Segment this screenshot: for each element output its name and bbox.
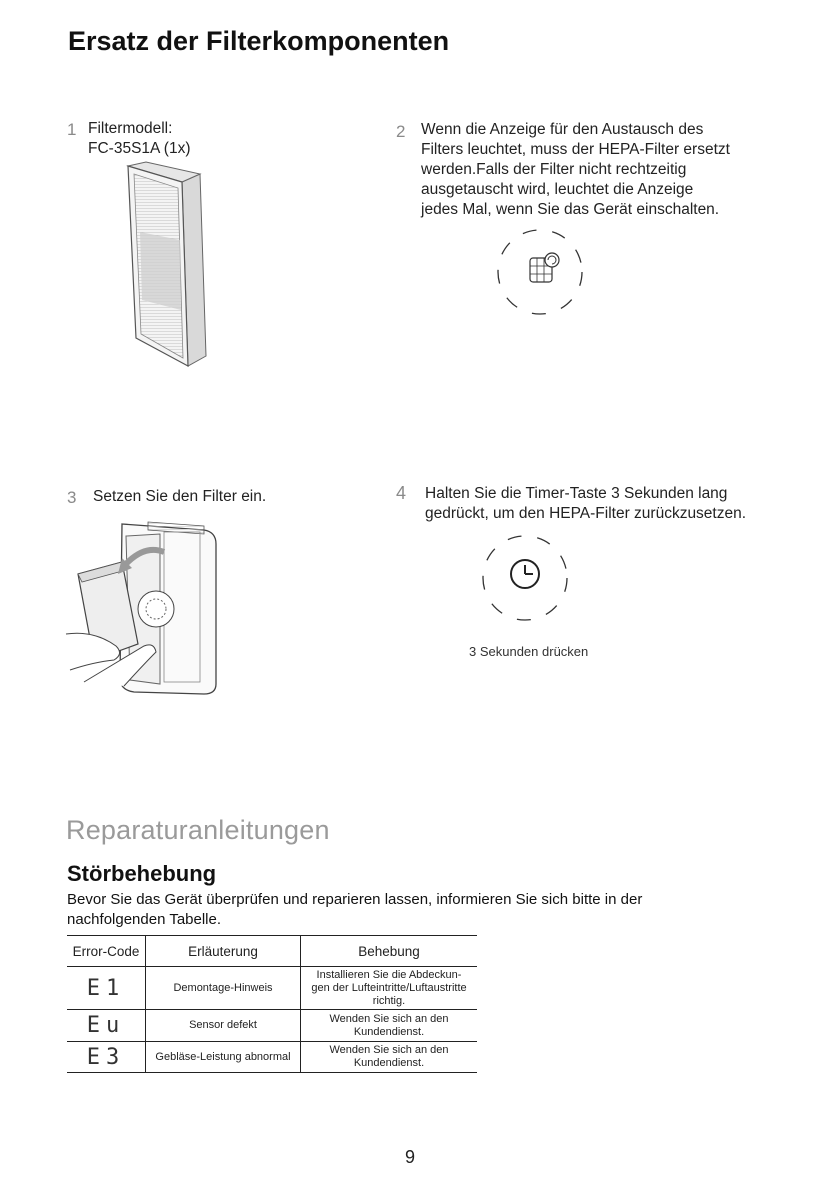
step-4-number: 4 [396, 483, 407, 503]
step-3-text: Setzen Sie den Filter ein. [93, 488, 267, 505]
subsection-title: Störbehebung [67, 861, 217, 886]
table-row [67, 1042, 477, 1073]
hepa-filter-illustration [110, 160, 220, 375]
step-2-text: Wenn die Anzeige für den Austausch des Filters leuchtet, muss der HEPA-Filter ersetzt werden.Falls der Filter nicht rechtzeitig ausgetauscht wird, leuchtet die Anzeige jedes Mal, wenn Sie das Gerät einschalten. [421, 121, 730, 218]
step-4-text: Halten Sie die Timer-Taste 3 Sekunden lang gedrückt, um den HEPA-Filter zurückzusetzen. [425, 485, 747, 522]
section-title: Reparaturanleitungen [66, 815, 330, 845]
table-row [67, 967, 477, 1010]
table-row [67, 1010, 477, 1042]
page-title: Ersatz der Filterkomponenten [68, 26, 450, 56]
step-2-number: 2 [396, 122, 406, 141]
filter-replace-icon [490, 222, 590, 322]
header-remedy: Behebung [300, 936, 477, 966]
remedy-cell: Installieren Sie die Abdeckun- gen der Lufteintritte/Luftaustritte richtig. [300, 967, 477, 1009]
timer-caption: 3 Sekunden drücken [469, 644, 589, 659]
intro-text: Bevor Sie das Gerät überprüfen und reparieren lassen, informieren Sie sich bitte in der nachfolgenden Tabelle. [67, 891, 643, 928]
explanation-cell: Sensor defekt [145, 1010, 300, 1041]
header-error-code: Error-Code [72, 943, 140, 959]
step-3-number: 3 [67, 488, 77, 507]
step-1-number: 1 [67, 120, 77, 139]
remedy-cell: Wenden Sie sich an den Kundendienst. [300, 1042, 477, 1072]
clock-icon [475, 528, 575, 628]
error-code-cell: Eu [86, 1013, 126, 1038]
error-code-cell: E3 [86, 1044, 126, 1070]
insert-filter-illustration [64, 514, 224, 704]
page-number: 9 [405, 1147, 416, 1167]
step-1-text: Filtermodell: FC-35S1A (1x) [88, 120, 191, 157]
error-table [67, 935, 477, 1073]
error-code-cell: E1 [86, 975, 126, 1001]
remedy-cell: Wenden Sie sich an den Kundendienst. [300, 1010, 477, 1041]
explanation-cell: Gebläse-Leistung abnormal [145, 1042, 300, 1072]
header-explanation: Erläuterung [145, 936, 300, 966]
explanation-cell: Demontage-Hinweis [145, 967, 300, 1009]
table-header-row [67, 936, 477, 967]
